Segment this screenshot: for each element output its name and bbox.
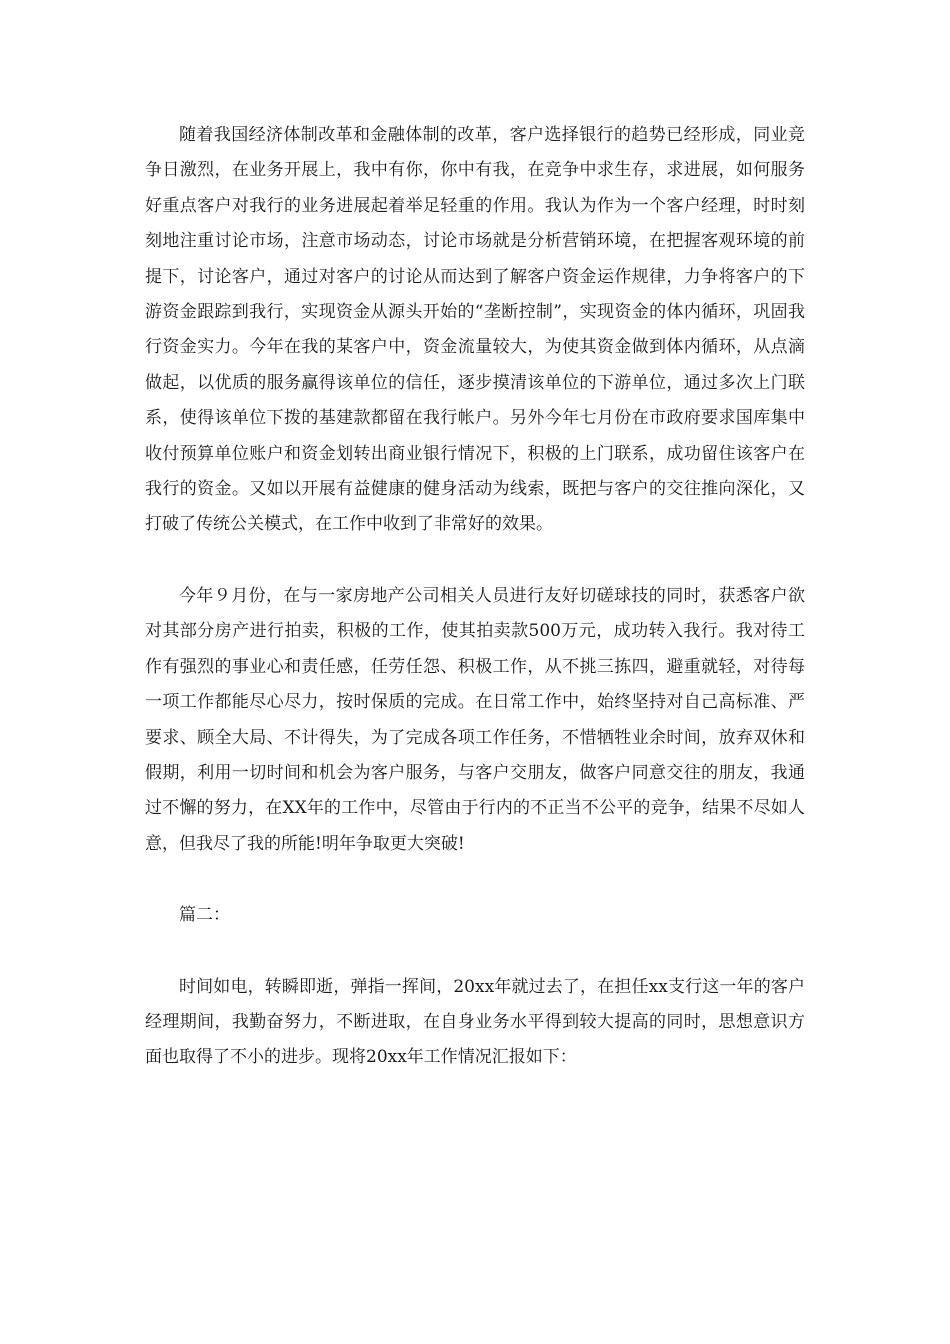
paragraph-customer-competition: 随着我国经济体制改革和金融体制的改革，客户选择银行的趋势已经形成，同业竞争日激烈，在业务开展上，我中有你，你中有我，在竞争中求生存，求进展，如何服务好重点客户对我行的业务进展起着举足轻重的作用。我认为作为一个客户经理，时时刻刻地注重讨论市场，注意市场动态，讨论市场就是分析营销环境，在把握客观环境的前提下，讨论客户，通过对客户的讨论从而达到了解客户资金运作规律，力争将客户的下游资金跟踪到我行，实现资金从源头开始的“垄断控制”，实现资金的体内循环，巩固我行资金实力。今年在我的某客户中，资金流量较大，为使其资金做到体内循环，从点滴做起，以优质的服务赢得该单位的信任，逐步摸清该单位的下游单位，通过多次上门联系，使得该单位下拨的基建款都留在我行帐户。另外今年七月份在市政府要求国库集中收付预算单位账户和资金划转出商业银行情况下，积极的上门联系，成功留住该客户在我行的资金。又如以开展有益健康的健身活动为线索，既把与客户的交往推向深化，又打破了传统公关模式，在工作中收到了非常好的效果。	[145, 125, 805, 535]
section-heading-part-two: 篇二：	[179, 905, 230, 926]
document-body	[145, 118, 805, 1112]
paragraph-september-auction: 今年９月份，在与一家房地产公司相关人员进行友好切磋球技的同时，获悉客户欲对其部分房产进行拍卖，积极的工作，使其拍卖款500万元，成功转入我行。我对待工作有强烈的事业心和责任感，任劳任怨、积极工作，从不挑三拣四，避重就轻，对待每一项工作都能尽心尽力，按时保质的完成。在日常工作中，始终坚持对自己高标准、严要求、顾全大局、不计得失，为了完成各项工作任务，不惜牺牲业余时间，放弃双休和假期，利用一切时间和机会为客户服务，与客户交朋友，做客户同意交往的朋友，我通过不懈的努力，在XX年的工作中，尽管由于行内的不正当不公平的竞争，结果不尽如人意，但我尽了我的所能!明年争取更大突破!	[145, 585, 805, 854]
paragraph-year-summary: 时间如电，转瞬即逝，弹指一挥间，20xx年就过去了，在担任xx支行这一年的客户经理期间，我勤奋努力，不断进取，在自身业务水平得到较大提高的同时，思想意识方面也取得了不小的进步。现将20xx年工作情况汇报如下：	[145, 976, 805, 1068]
